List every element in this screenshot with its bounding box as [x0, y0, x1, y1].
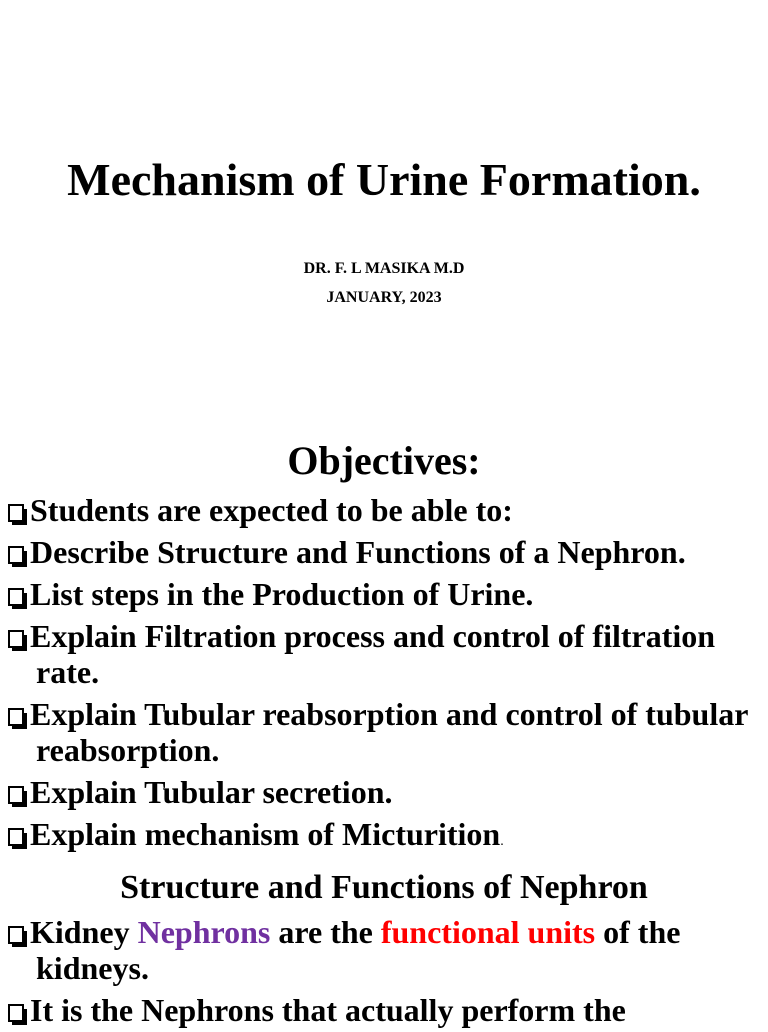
page-title: Mechanism of Urine Formation.: [67, 154, 701, 205]
list-item: List steps in the Production of Urine.: [8, 576, 768, 612]
objectives-list: [0, 492, 768, 860]
list-item: Explain Tubular reabsorption and control of tubular reabsorption.: [8, 696, 768, 768]
nephron-slide: [0, 862, 768, 1032]
objectives-slide: [0, 430, 768, 850]
objectives-heading: Objectives:: [287, 438, 481, 483]
checkbox-bullet-icon: [8, 926, 24, 944]
checkbox-bullet-icon: [8, 546, 24, 564]
author-line: DR. F. L MASIKA M.D: [303, 260, 465, 277]
checkbox-bullet-icon: [8, 504, 24, 522]
list-item: Describe Structure and Functions of a Nephron.: [8, 534, 768, 570]
nephron-heading: Structure and Functions of Nephron: [120, 869, 648, 906]
nephron-list: [0, 914, 768, 1028]
checkbox-bullet-icon: [8, 630, 24, 648]
checkbox-bullet-icon: [8, 588, 24, 606]
nephrons-highlight: Nephrons: [137, 914, 271, 950]
list-item: Kidney Nephrons are the functional units of the kidneys.: [8, 914, 768, 986]
functional-units-highlight: functional units: [380, 914, 596, 950]
checkbox-bullet-icon: [8, 786, 24, 804]
title-slide: [0, 0, 768, 420]
list-item: Students are expected to be able to:: [8, 492, 768, 528]
checkbox-bullet-icon: [8, 708, 24, 726]
checkbox-bullet-icon: [8, 828, 24, 846]
period-suffix: .: [500, 834, 504, 849]
date-line: JANUARY, 2023: [326, 289, 442, 306]
checkbox-bullet-icon: [8, 1004, 24, 1022]
list-item: Explain Tubular secretion.: [8, 774, 768, 810]
list-item: It is the Nephrons that actually perform the: [8, 992, 768, 1028]
list-item: Explain Filtration process and control of filtration rate.: [8, 618, 768, 690]
list-item: Explain mechanism of Micturition.: [8, 816, 768, 860]
